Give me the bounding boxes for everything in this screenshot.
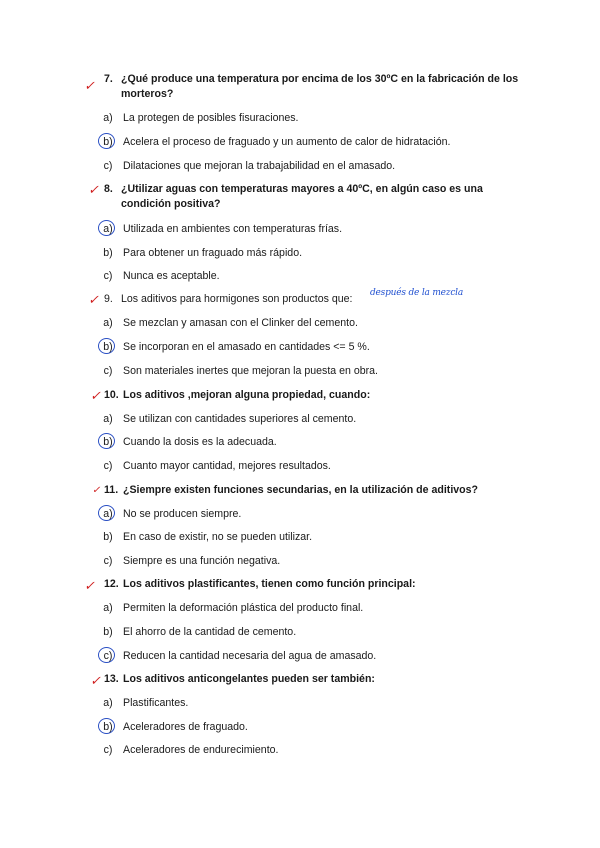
option-13b (104, 720, 524, 734)
option-text: Utilizada en ambientes con temperaturas frías. (123, 223, 343, 235)
option-text: El ahorro de la cantidad de cemento. (123, 626, 297, 638)
option-9c (104, 364, 524, 378)
option-letter: b) (103, 136, 113, 148)
question-text: Los aditivos ,mejoran alguna propiedad, cuando: (123, 389, 371, 401)
option-7a (104, 111, 524, 125)
option-text: No se producen siempre. (123, 508, 242, 520)
question-text: ¿Siempre existen funciones secundarias, en la utilización de aditivos? (123, 484, 478, 496)
option-letter: b) (103, 721, 113, 733)
option-letter: c) (103, 744, 113, 756)
option-text: Acelera el proceso de fraguado y un aumento de calor de hidratación. (123, 136, 451, 148)
check-mark-icon: ✓ (92, 485, 101, 496)
option-letter: b) (103, 626, 113, 638)
question-number: 12. (104, 578, 119, 590)
option-text: Permiten la deformación plástica del producto final. (123, 602, 364, 614)
question-12 (104, 577, 524, 592)
option-letter: b) (103, 341, 113, 353)
option-text: Se incorporan en el amasado en cantidades <= 5 %. (123, 341, 370, 353)
option-letter: c) (103, 270, 113, 282)
question-10 (104, 388, 524, 403)
option-letter: a) (103, 602, 113, 614)
option-letter: a) (103, 508, 113, 520)
option-7c (104, 159, 524, 173)
question-number: 13. (104, 673, 119, 685)
option-13a (104, 696, 524, 710)
option-text: Para obtener un fraguado más rápido. (123, 247, 303, 259)
option-text: Nunca es aceptable. (123, 270, 220, 282)
question-8 (104, 182, 524, 212)
question-number: 8. (104, 183, 113, 195)
question-text: Los aditivos para hormigones son productos que: (121, 293, 353, 305)
option-11b (104, 530, 524, 544)
option-text: Cuando la dosis es la adecuada. (123, 436, 277, 448)
option-letter: a) (103, 413, 113, 425)
check-mark-icon: ✓ (90, 388, 101, 403)
option-12c (104, 649, 524, 663)
question-number: 9. (104, 293, 113, 305)
check-mark-icon: ✓ (90, 673, 101, 688)
option-11a (104, 507, 524, 521)
question-13 (104, 672, 524, 687)
option-9a (104, 316, 524, 330)
option-12a (104, 601, 524, 615)
option-12b (104, 625, 524, 639)
question-text: Los aditivos plastificantes, tienen como función principal: (123, 578, 416, 590)
option-letter: b) (103, 531, 113, 543)
option-letter: a) (103, 317, 113, 329)
option-8a (104, 222, 524, 236)
question-text: ¿Utilizar aguas con temperaturas mayores a 40ºC, en algún caso es una condición positiva? (121, 183, 483, 210)
option-11c (104, 554, 524, 568)
question-text: ¿Qué produce una temperatura por encima de los 30ºC en la fabricación de los morteros? (121, 73, 519, 100)
option-text: Aceleradores de endurecimiento. (123, 744, 279, 756)
option-text: Aceleradores de fraguado. (123, 721, 248, 733)
question-number: 11. (104, 484, 119, 496)
option-13c (104, 743, 524, 757)
option-7b (104, 135, 524, 149)
option-text: Son materiales inertes que mejoran la puesta en obra. (123, 365, 378, 377)
option-8b (104, 246, 524, 260)
option-10a (104, 412, 524, 426)
option-9b (104, 340, 524, 354)
option-text: Cuanto mayor cantidad, mejores resultados. (123, 460, 331, 472)
option-letter: c) (103, 650, 113, 662)
question-text: Los aditivos anticongelantes pueden ser también: (123, 673, 375, 685)
option-text: Se mezclan y amasan con el Clinker del cemento. (123, 317, 358, 329)
option-letter: b) (103, 436, 113, 448)
option-text: Plastificantes. (123, 697, 189, 709)
option-letter: c) (103, 365, 113, 377)
question-7 (104, 72, 524, 102)
option-text: Reducen la cantidad necesaria del agua de amasado. (123, 650, 377, 662)
option-10c (104, 459, 524, 473)
option-text: Siempre es una función negativa. (123, 555, 281, 567)
option-text: Se utilizan con cantidades superiores al cemento. (123, 413, 357, 425)
option-8c (104, 269, 524, 283)
check-mark-icon: ✓ (88, 292, 99, 307)
option-text: La protegen de posibles fisuraciones. (123, 112, 299, 124)
question-number: 10. (104, 389, 119, 401)
option-letter: c) (103, 460, 113, 472)
option-10b (104, 435, 524, 449)
check-mark-icon: ✓ (84, 578, 95, 593)
check-mark-icon: ✓ (88, 182, 99, 197)
option-letter: c) (103, 160, 113, 172)
option-letter: b) (103, 247, 113, 259)
question-11 (104, 483, 524, 498)
handwritten-note: después de la mezcla (370, 288, 464, 298)
option-letter: c) (103, 555, 113, 567)
option-text: En caso de existir, no se pueden utilizar. (123, 531, 313, 543)
option-letter: a) (103, 223, 113, 235)
check-mark-icon: ✓ (84, 78, 95, 93)
question-number: 7. (104, 73, 113, 85)
option-text: Dilataciones que mejoran la trabajabilidad en el amasado. (123, 160, 396, 172)
option-letter: a) (103, 697, 113, 709)
option-letter: a) (103, 112, 113, 124)
